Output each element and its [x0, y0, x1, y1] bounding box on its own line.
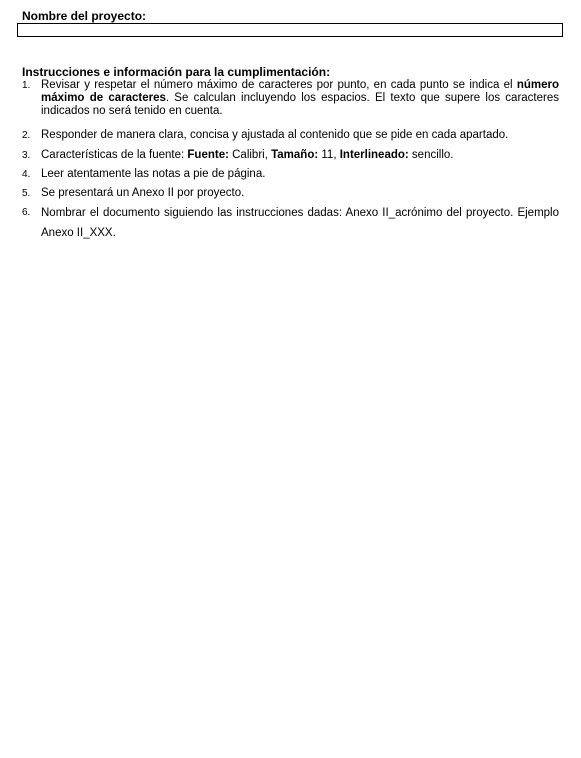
item-number: 6. — [22, 207, 31, 218]
project-name-field[interactable] — [17, 23, 563, 37]
list-item — [22, 203, 559, 243]
instructions-title: Instrucciones e información para la cumplimentación: — [22, 65, 331, 79]
item-number: 2. — [22, 130, 31, 141]
item-text: Revisar y respetar el número máximo de caracteres por punto, en cada punto se indica el número máximo de caracteres. Se calculan incluyendo los espacios. El texto que supere los caracteres indicados no será tenido en cuenta. — [41, 79, 559, 117]
item-text: Nombrar el documento siguiendo las instrucciones dadas: Anexo II_acrónimo del proyecto. Ejemplo Anexo II_XXX. — [41, 207, 559, 239]
item-number: 4. — [22, 169, 31, 180]
item-text: Responder de manera clara, concisa y ajustada al contenido que se pide en cada apartado. — [41, 129, 509, 141]
item-text: Leer atentamente las notas a pie de página. — [41, 168, 266, 180]
instructions-list — [22, 79, 559, 243]
list-item — [22, 187, 559, 200]
item-number: 5. — [22, 188, 31, 199]
item-number: 3. — [22, 150, 31, 161]
project-name-label: Nombre del proyecto: — [22, 9, 147, 23]
list-item — [22, 129, 559, 142]
list-item — [22, 149, 559, 162]
list-item — [22, 79, 559, 118]
item-number: 1. — [22, 80, 31, 91]
item-text: Se presentará un Anexo II por proyecto. — [41, 187, 245, 199]
list-item — [22, 168, 559, 181]
item-text: Características de la fuente: Fuente: Calibri, Tamaño: 11, Interlineado: sencillo. — [41, 149, 454, 161]
